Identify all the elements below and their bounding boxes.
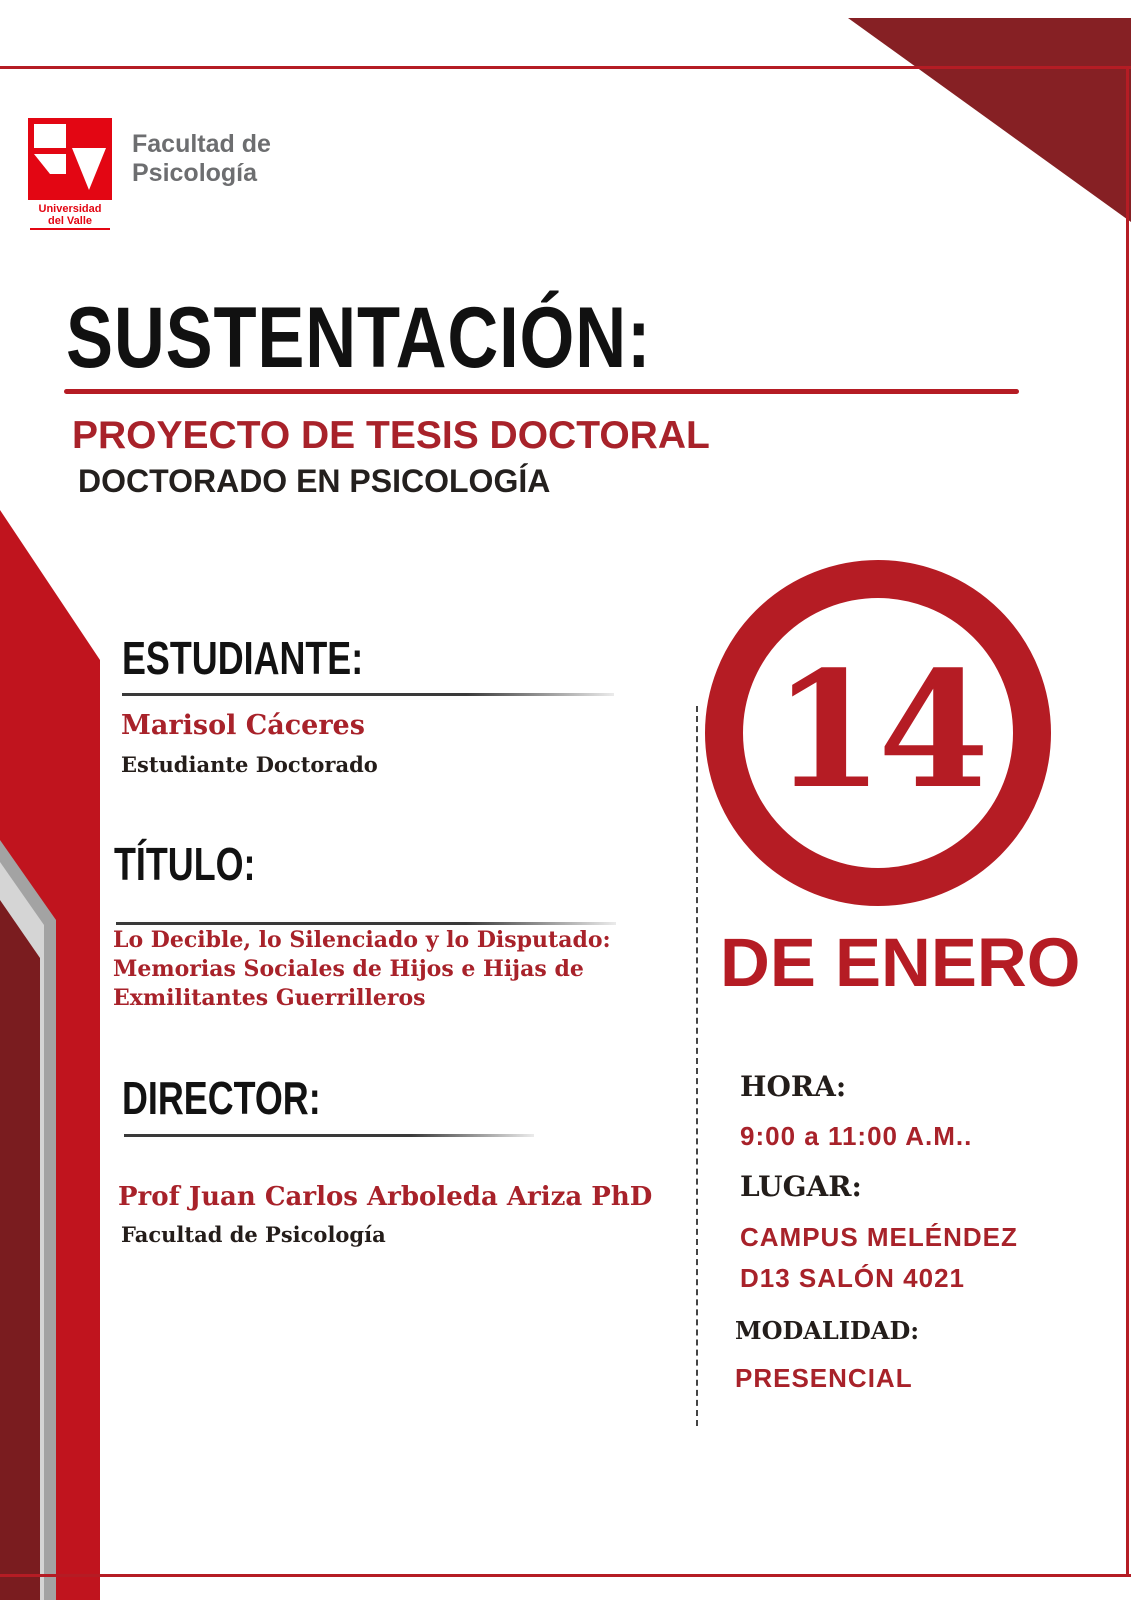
day-circle <box>705 560 1051 906</box>
faculty-line1: Facultad de <box>132 130 271 158</box>
place-line2: D13 SALÓN 4021 <box>740 1263 965 1293</box>
time-value: 9:00 a 11:00 A.M.. <box>740 1121 973 1151</box>
student-heading: ESTUDIANTE: <box>122 632 364 684</box>
frame-right-line <box>1126 66 1129 1576</box>
day-number: 14 <box>772 636 984 824</box>
director-rule <box>124 1134 534 1137</box>
faculty-name <box>132 130 271 188</box>
director-name: Prof Juan Carlos Arboleda Ariza PhD <box>118 1182 653 1212</box>
student-role: Estudiante Doctorado <box>121 752 378 777</box>
student-name: Marisol Cáceres <box>121 710 365 741</box>
thesis-rule <box>116 922 616 925</box>
place-line1: CAMPUS MELÉNDEZ <box>740 1222 1018 1252</box>
page-title: SUSTENTACIÓN: <box>66 290 652 386</box>
left-stripe-darkred <box>0 900 40 1600</box>
logo-university-line2: del Valle <box>47 215 93 227</box>
student-rule <box>122 693 614 696</box>
month-label: DE ENERO <box>720 924 1081 1001</box>
director-heading: DIRECTOR: <box>122 1072 321 1124</box>
mode-label-text: MODALIDAD <box>735 1316 911 1345</box>
thesis-title-line: Exmilitantes Guerrilleros <box>113 985 426 1011</box>
title-underline <box>64 389 1019 394</box>
corner-triangle-top-right <box>848 18 1131 222</box>
director-affiliation: Facultad de Psicología <box>121 1222 386 1247</box>
dashed-divider <box>696 706 698 1426</box>
university-logo <box>28 118 112 236</box>
program-subtitle: DOCTORADO EN PSICOLOGÍA <box>78 463 551 499</box>
logo-university-line1: Universidad <box>38 203 102 215</box>
frame-top-line <box>0 66 1131 69</box>
time-label-text: HORA <box>740 1070 836 1103</box>
project-subtitle: PROYECTO DE TESIS DOCTORAL <box>72 414 710 457</box>
thesis-title-line: Memorias Sociales de Hijos e Hijas de <box>113 956 584 982</box>
time-label: HORA: <box>740 1070 847 1103</box>
thesis-heading: TÍTULO: <box>114 838 256 890</box>
place-label-text: LUGAR <box>740 1170 852 1203</box>
place-label: LUGAR: <box>740 1170 862 1203</box>
mode-value: PRESENCIAL <box>735 1363 913 1393</box>
faculty-line2: Psicología <box>132 159 258 187</box>
mode-label: MODALIDAD: <box>735 1316 920 1345</box>
frame-bottom-line <box>0 1574 1131 1577</box>
thesis-title <box>113 926 611 1013</box>
thesis-title-line: Lo Decible, lo Silenciado y lo Disputado: <box>113 927 611 953</box>
